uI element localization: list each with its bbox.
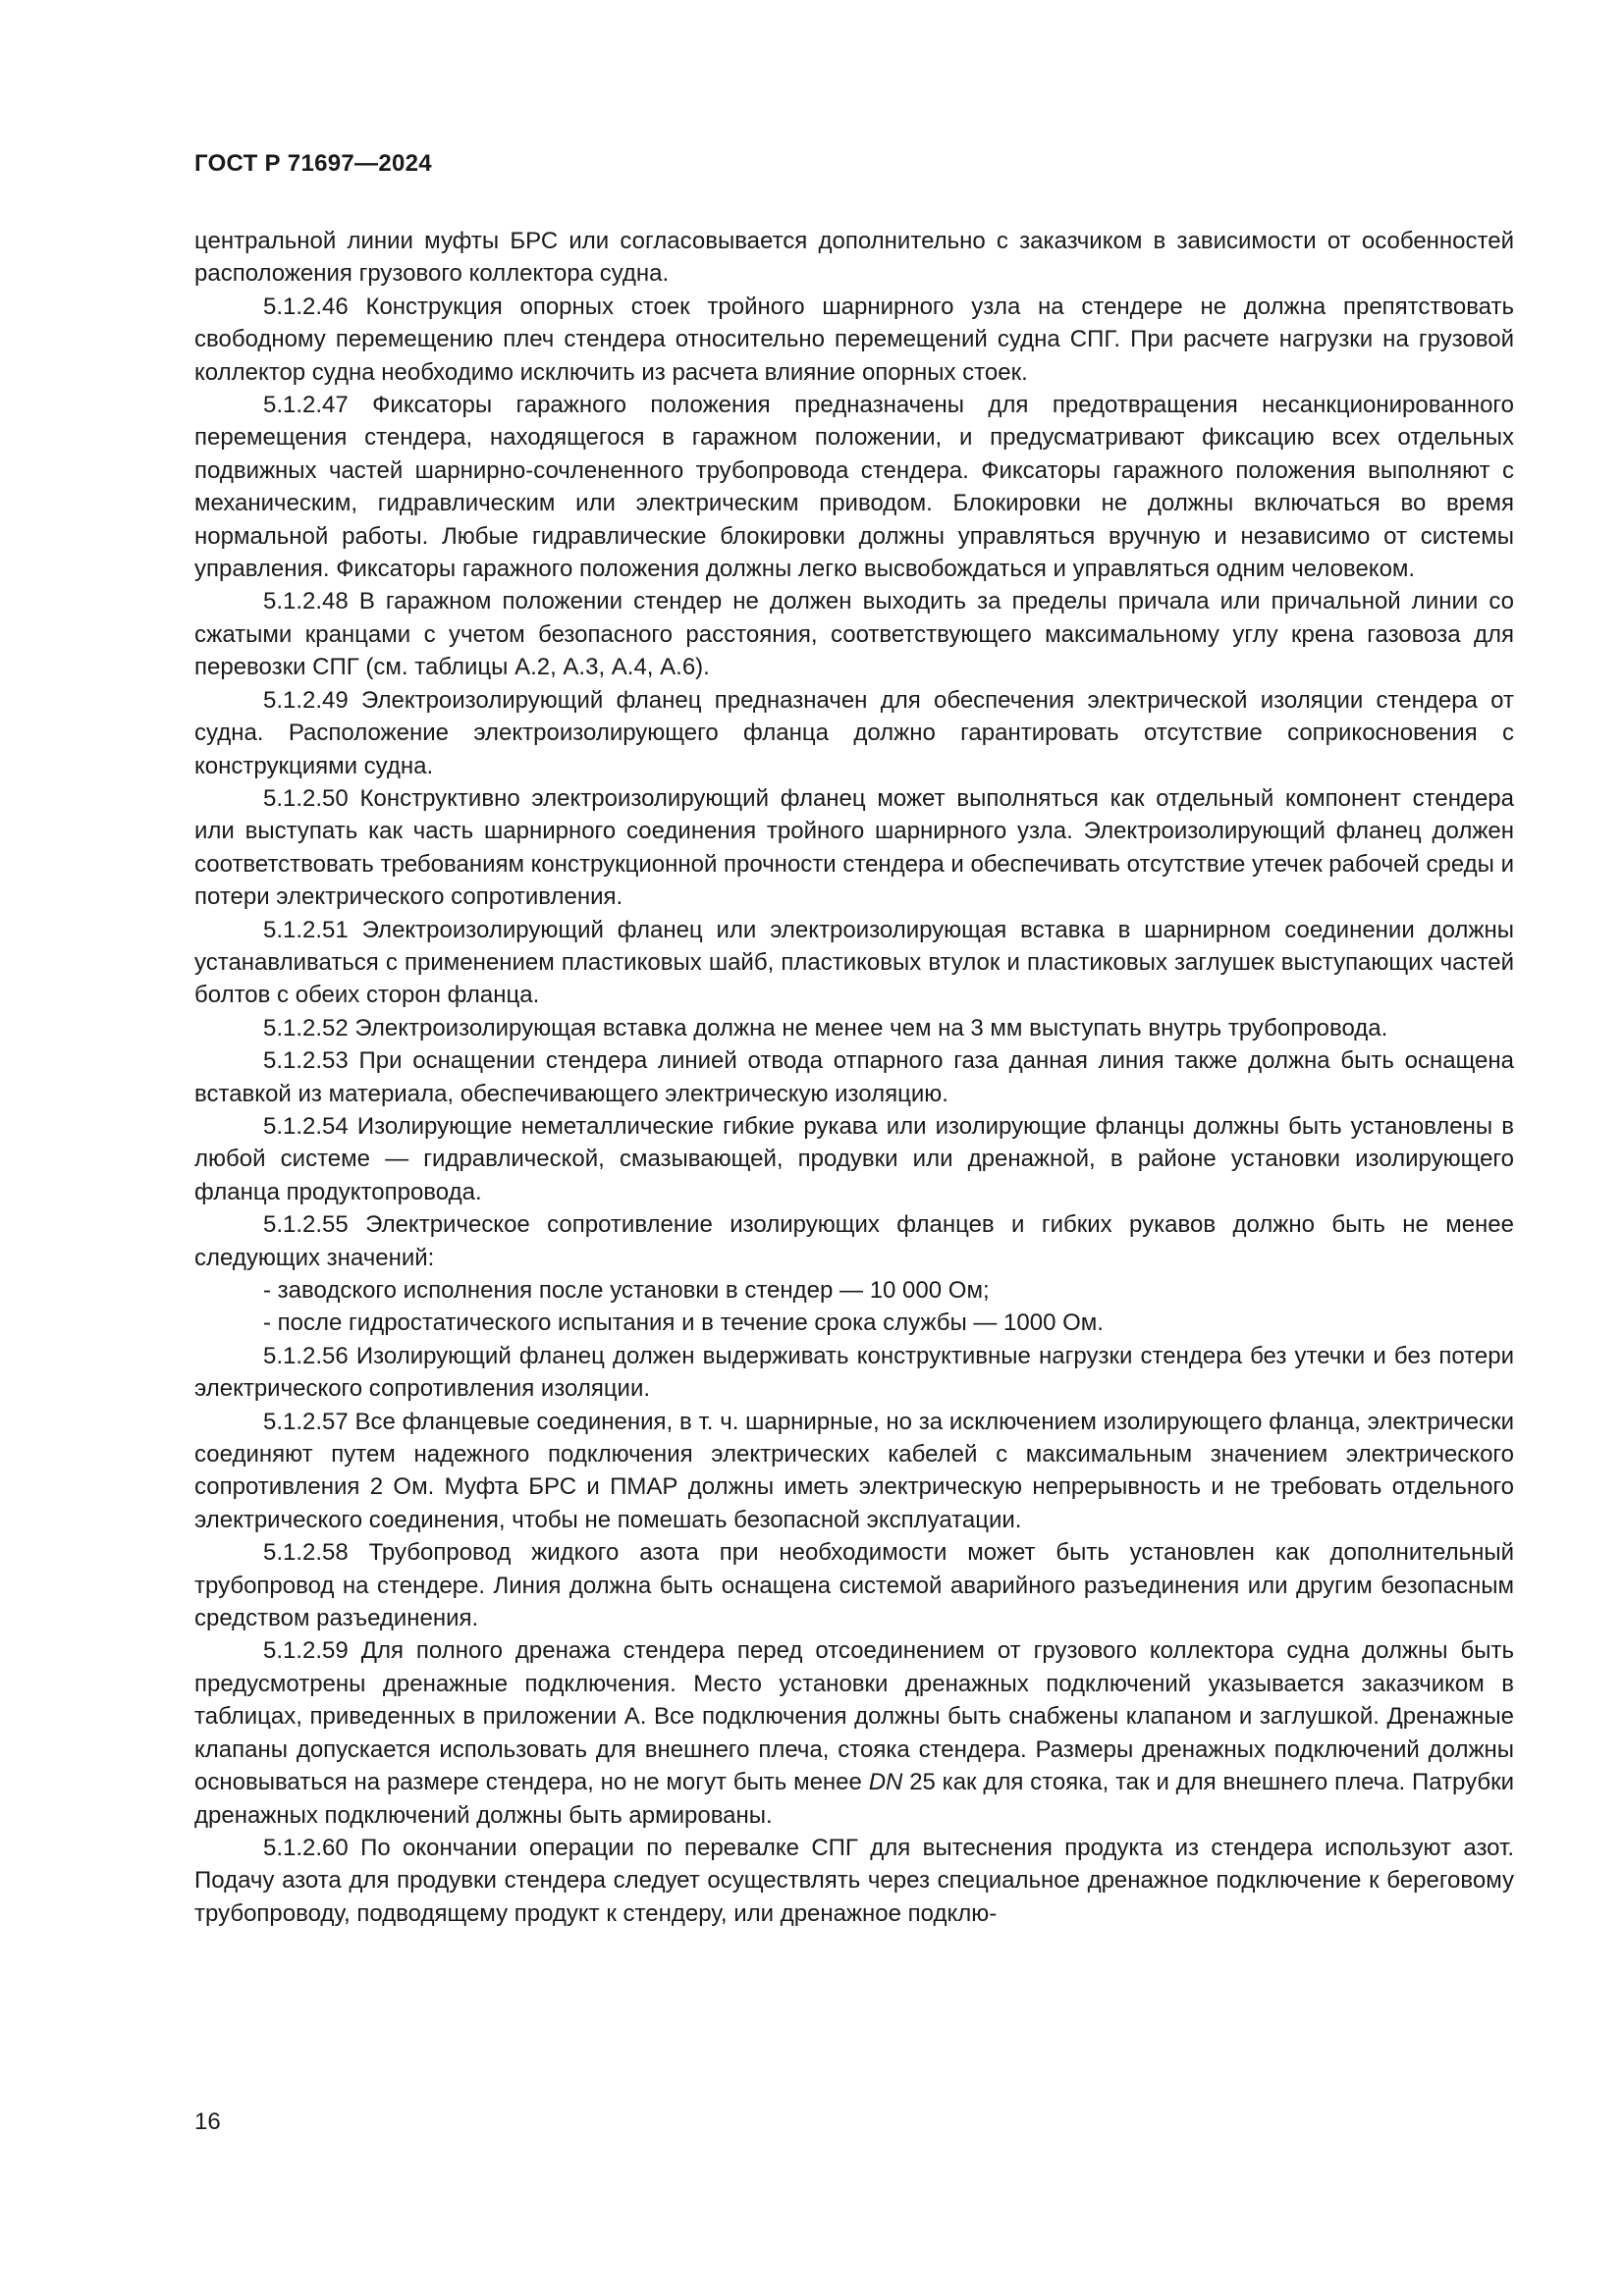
- clause-5-1-2-59: [194, 1634, 1514, 1831]
- clause-5-1-2-48: 5.1.2.48 В гаражном положении стендер не должен выходить за пределы причала или причальной линии со сжатыми кранцами с учетом безопасного расстояния, соответствующего максимальному углу крена газовоза для перевозки СПГ (см. таблицы А.2, А.3, А.4, А.6).: [194, 588, 1514, 681]
- clause-5-1-2-49: 5.1.2.49 Электроизолирующий фланец предназначен для обеспечения электрической изоляции стендера от судна. Расположение электроизолирующего фланца должно гарантировать отсутствие соприкосновения с конструкциями судна.: [194, 686, 1514, 779]
- clause-5-1-2-55: 5.1.2.55 Электрическое сопротивление изолирующих фланцев и гибких рукавов должно быть не менее следующих значений:: [194, 1211, 1514, 1271]
- list-item: - после гидростатического испытания и в течение срока службы — 1000 Ом.: [263, 1309, 1104, 1337]
- clause-5-1-2-47: 5.1.2.47 Фиксаторы гаражного положения предназначены для предотвращения несанкционированного перемещения стендера, находящегося в гаражном положении, и предусматривают фиксацию всех отдельных подвижных частей шарнирно-сочлененного трубопровода стендера. Фиксаторы гаражного положения выполняют с механическим, гидравлическим или электрическим приводом. Блокировки не должны включаться во время нормальной работы. Любые гидравлические блокировки должны управляться вручную и независимо от системы управления. Фиксаторы гаражного положения должны легко высвобождаться и управляться одним человеком.: [194, 392, 1514, 583]
- list-item: - заводского исполнения после установки в стендер — 10 000 Ом;: [263, 1277, 990, 1304]
- paragraph-continuation: центральной линии муфты БРС или согласовывается дополнительно с заказчиком в зависимости от особенностей расположения грузового коллектора судна.: [194, 228, 1514, 288]
- clause-5-1-2-56: 5.1.2.56 Изолирующий фланец должен выдерживать конструктивные нагрузки стендера без утечки и без потери электрического сопротивления изоляции.: [194, 1342, 1514, 1403]
- clause-text: 5.1.2.59 Для полного дренажа стендера перед отсоединением от грузового коллектора судна должны быть предусмотрены дренажные подключения. Место установки дренажных подключений указывается заказчиком в таблицах, приведенных в приложении А. Все подключения должны быть снабжены клапаном и заглушкой. Дренажные клапаны допускается использовать для внешнего плеча, стояка стендера. Размеры дренажных подключений должны основываться на размере стендера, но не могут быть менее: [194, 1637, 1514, 1796]
- clause-5-1-2-46: 5.1.2.46 Конструкция опорных стоек тройного шарнирного узла на стендере не должна препятствовать свободному перемещению плеч стендера относительно перемещений судна СПГ. При расчете нагрузки на грузовой коллектор судна необходимо исключить из расчета влияние опорных стоек.: [194, 293, 1514, 386]
- clause-5-1-2-58: 5.1.2.58 Трубопровод жидкого азота при необходимости может быть установлен как дополнительный трубопровод на стендере. Линия должна быть оснащена системой аварийного разъединения или другим безопасным средством разъединения.: [194, 1539, 1514, 1632]
- document-body: [194, 225, 1514, 1930]
- clause-text: 25 как для стояка, так и для внешнего плеча. Патрубки дренажных подключений должны быть армированы.: [194, 1769, 1515, 1829]
- page-number: 16: [194, 2109, 221, 2135]
- clause-5-1-2-60: 5.1.2.60 По окончании операции по перевалке СПГ для вытеснения продукта из стендера используют азот. Подачу азота для продувки стендера следует осуществлять через специальное дренажное подключение к береговому трубопроводу, подводящему продукт к стендеру, или дренажное подклю-: [194, 1834, 1514, 1927]
- dn-term: DN: [868, 1769, 903, 1796]
- clause-5-1-2-53: 5.1.2.53 При оснащении стендера линией отвода отпарного газа данная линия также должна быть оснащена вставкой из материала, обеспечивающего электрическую изоляцию.: [194, 1047, 1514, 1107]
- clause-5-1-2-52: 5.1.2.52 Электроизолирующая вставка должна не менее чем на 3 мм выступать внутрь трубопровода.: [263, 1014, 1388, 1041]
- clause-5-1-2-50: 5.1.2.50 Конструктивно электроизолирующий фланец может выполняться как отдельный компонент стендера или выступать как часть шарнирного соединения тройного шарнирного узла. Электроизолирующий фланец должен соответствовать требованиям конструкционной прочности стендера и обеспечивать отсутствие утечек рабочей среды и потери электрического сопротивления.: [194, 784, 1514, 911]
- clause-5-1-2-54: 5.1.2.54 Изолирующие неметаллические гибкие рукава или изолирующие фланцы должны быть установлены в любой системе — гидравлической, смазывающей, продувки или дренажной, в районе установки изолирующего фланца продуктопровода.: [194, 1112, 1514, 1205]
- clause-5-1-2-57: 5.1.2.57 Все фланцевые соединения, в т. ч. шарнирные, но за исключением изолирующего фланца, электрически соединяют путем надежного подключения электрических кабелей с максимальным значением электрического сопротивления 2 Ом. Муфта БРС и ПМАР должны иметь электрическую непрерывность и не требовать отдельного электрического соединения, чтобы не помешать безопасной эксплуатации.: [194, 1408, 1514, 1533]
- document-header: ГОСТ Р 71697—2024: [194, 150, 432, 177]
- clause-5-1-2-51: 5.1.2.51 Электроизолирующий фланец или электроизолирующая вставка в шарнирном соединении должны устанавливаться с применением пластиковых шайб, пластиковых втулок и пластиковых заглушек выступающих частей болтов с обеих сторон фланца.: [194, 916, 1514, 1009]
